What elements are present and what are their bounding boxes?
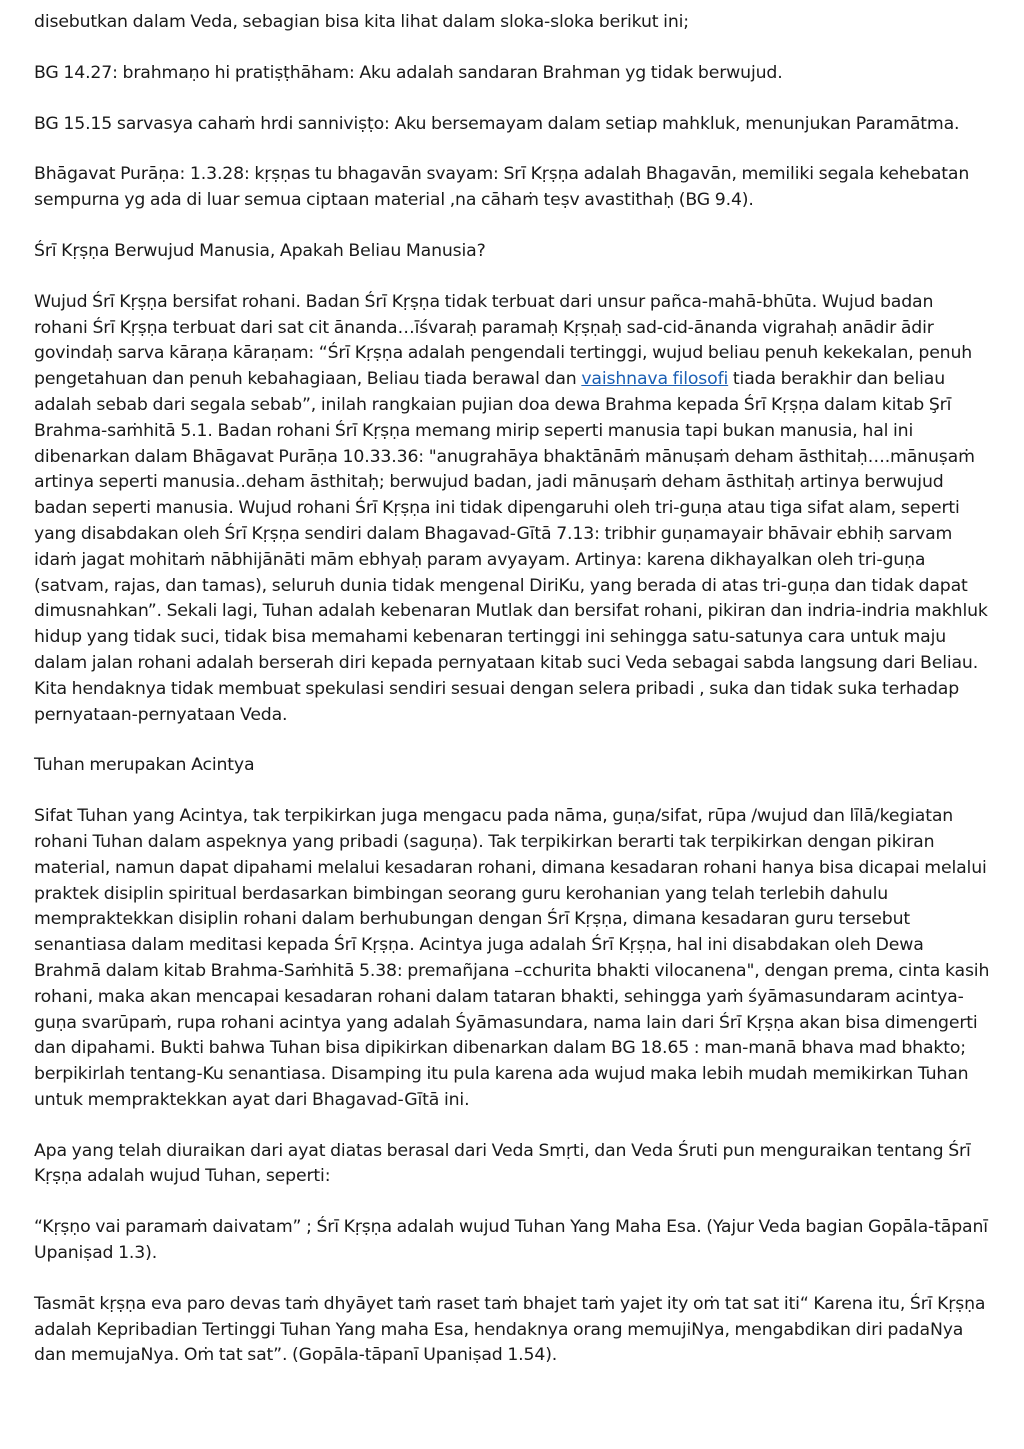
section-heading-berwujud-manusia: Śrī Kṛṣṇa Berwujud Manusia, Apakah Beliau Manusia? — [34, 240, 486, 261]
paragraph-intro: disebutkan dalam Veda, sebagian bisa kita lihat dalam sloka-sloka berikut ini; — [34, 12, 689, 32]
vaishnava-filosofi-link[interactable]: vaishnava filosofi — [581, 369, 729, 390]
section-heading-acintya: Tuhan merupakan Acintya — [34, 755, 255, 776]
paragraph-acintya: Sifat Tuhan yang Acintya, tak terpikirkan juga mengacu pada nāma, guṇa/sifat, rūpa /wujud dan līlā/kegiatan rohani Tuhan dalam aspeknya yang pribadi (saguṇa). Tak terpikirkan berarti tak terpikirkan dengan pikiran material, namun dapat dipahami melalui kesadaran rohani, dimana kesadaran rohani hanya bisa dicapai melalui praktek disiplin spiritual berdasarkan bimbingan seorang guru kerohanian yang telah terlebih dahulu mempraktekkan disiplin rohani dalam berhubungan dengan Śrī Kṛṣṇa, dimana kesadaran guru tersebut senantiasa dalam meditasi kepada Śrī Kṛṣṇa. Acintya juga adalah Śrī Kṛṣṇa, hal ini disabdakan oleh Dewa Brahmā dalam kitab Brahma-Saṁhitā 5.38: premañjana –cchurita bhakti vilocanena", dengan prema, cinta kasih rohani, maka akan mencapai kesadaran rohani dalam tataran bhakti, sehingga yaṁ śyāmasundaram acintya-guṇa svarūpaṁ, rupa rohani acintya yang adalah Śyāmasundara, nama lain dari Śrī Kṛṣṇa akan bisa dimengerti dan dipahami. Bukti bahwa Tuhan bisa dipikirkan dibenarkan dalam BG 18.65 : man-manā bhava mad bhakto; berpikirlah tentang-Ku senantiasa. Disamping itu pula karena ada wujud maka lebih mudah memikirkan Tuhan untuk mempraktekkan ayat dari Bhagavad-Gītā ini. — [34, 806, 990, 1110]
paragraph-bg-14-27: BG 14.27: brahmaṇo hi pratiṣṭhāham: Aku adalah sandaran Brahman yg tidak berwujud. — [34, 62, 783, 83]
paragraph-bg-15-15: BG 15.15 sarvasya cahaṁ hrdi sanniviṣṭo: Aku bersemayam dalam setiap mahkluk, menunjukan Paramātma. — [34, 113, 960, 134]
paragraph-bhagavat-purana: Bhāgavat Purāṇa: 1.3.28: kṛṣṇas tu bhagavān svayam: Srī Kṛṣṇa adalah Bhagavān, memiliki segala kehebatan sempurna yg ada di luar semua ciptaan material ,na cāhaṁ teṣv avastithaḥ (BG 9.4). — [34, 164, 970, 211]
paragraph-gopala-tapani: Tasmāt kṛṣṇa eva paro devas taṁ dhyāyet taṁ raset taṁ bhajet taṁ yajet ity oṁ tat sat iti“ Karena itu, Śrī Kṛṣṇa adalah Kepribadian Tertinggi Tuhan Yang maha Esa, hendaknya orang memujiNya, mengabdikan diri padaNya dan memujaNya. Oṁ tat sat”. (Gopāla-tāpanī Upaniṣad 1.54). — [34, 1293, 986, 1366]
paragraph-veda-smrti: Apa yang telah diuraikan dari ayat diatas berasal dari Veda Smṛti, dan Veda Śruti pun menguraikan tentang Śrī Kṛṣṇa adalah wujud Tuhan, seperti: — [34, 1140, 971, 1187]
paragraph-wujud-rohani — [34, 290, 990, 729]
paragraph-yajur-veda: “Kṛṣṇo vai paramaṁ daivatam” ; Śrī Kṛṣṇa adalah wujud Tuhan Yang Maha Esa. (Yajur Veda bagian Gopāla-tāpanī Upaniṣad 1.3). — [34, 1217, 988, 1264]
paragraph-text-end: tiada berakhir dan beliau adalah sebab dari segala sebab”, inilah rangkaian pujian doa dewa Brahma kepada Śrī Kṛṣṇa dalam kitab Şrī Brahma-saṁhitā 5.1. Badan rohani Śrī Kṛṣṇa memang mirip seperti manusia tapi bukan manusia, hal ini dibenarkan dalam Bhāgavat Purāṇa 10.33.36: "anugrahāya bhaktānāṁ mānuṣaṁ deham āsthitaḥ….mānuṣaṁ artinya seperti manusia..deham āsthitaḥ; berwujud badan, jadi mānuṣaṁ deham āsthitaḥ artinya berwujud badan seperti manusia. Wujud rohani Śrī Kṛṣṇa ini tidak dipengaruhi oleh tri-guṇa atau tiga sifat alam, seperti yang disabdakan oleh Śrī Kṛṣṇa sendiri dalam Bhagavad-Gītā 7.13: tribhir guṇamayair bhāvair ebhiḥ sarvam idaṁ jagat mohitaṁ nābhijānāti mām ebhyaḥ param avyayam. Artinya: karena dikhayalkan oleh tri-guṇa (satvam, rajas, dan tamas), seluruh dunia tidak mengenal DiriKu, yang berada di atas tri-guṇa dan tidak dapat dimusnahkan”. Sekali lagi, Tuhan adalah kebenaran Mutlak dan bersifat rohani, pikiran dan indria-indria makhluk hidup yang tidak suci, tidak bisa memahami kebenaran tertinggi ini sehingga satu-satunya cara untuk maju dalam jalan rohani adalah berserah diri kepada pernyataan kitab suci Veda sebagai sabda langsung dari Beliau. Kita hendaknya tidak membuat spekulasi sendiri sesuai dengan selera pribadi , suka dan tidak suka terhadap pernyataan-pernyataan Veda. — [34, 369, 988, 725]
paragraph-text-start: Wujud Śrī Kṛṣṇa bersifat rohani. Badan Śrī Kṛṣṇa tidak terbuat dari unsur pañca-mahā-bhūta. Wujud badan rohani Śrī Kṛṣṇa terbuat dari sat cit ānanda…īśvaraḥ paramaḥ Kṛṣṇaḥ sad-cid-ānanda vigrahaḥ anādir ādir govindaḥ sarva kāraṇa kāraṇam: “Śrī Kṛṣṇa adalah pengendali tertinggi, wujud beliau penuh kekekalan, penuh pengetahuan dan penuh kebahagiaan, Beliau tiada berawal dan — [34, 291, 973, 390]
